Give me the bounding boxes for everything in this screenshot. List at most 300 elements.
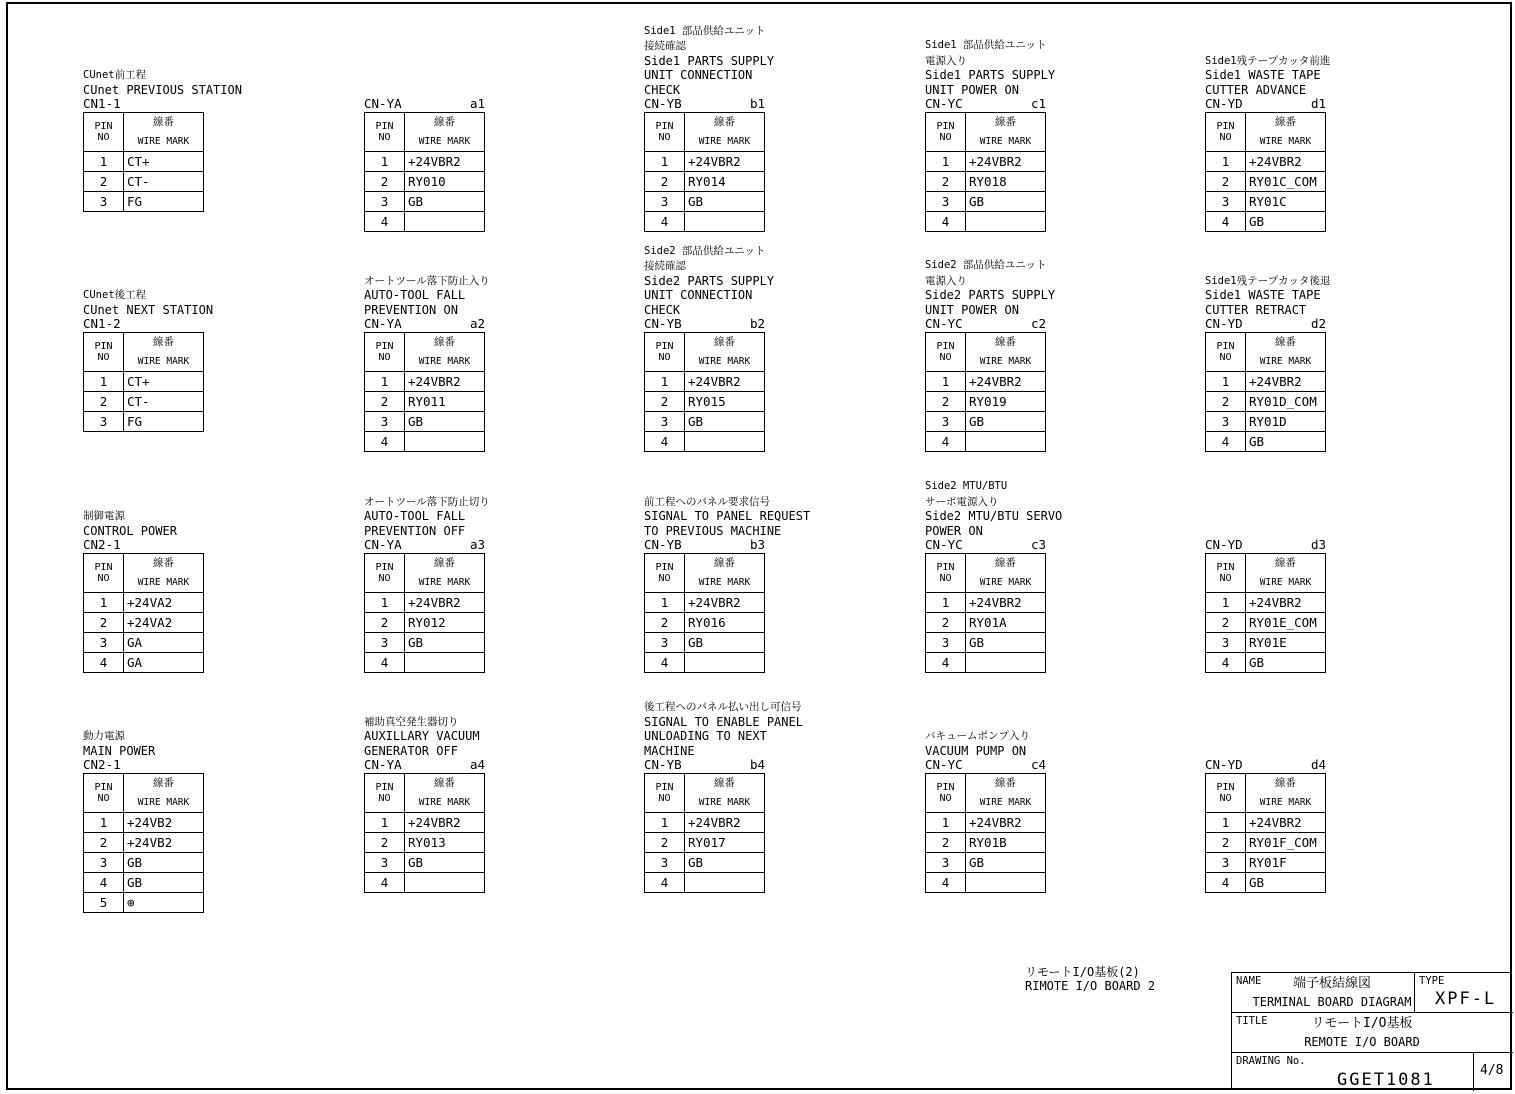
pin-header-2: NO [1219, 352, 1232, 363]
wire-header-jp: 線番 [714, 557, 735, 569]
wire-mark [685, 212, 765, 232]
caption-en: SIGNAL TO ENABLE PANEL UNLOADING TO NEXT MACHINE [644, 714, 803, 758]
pin-number: 3 [645, 192, 685, 212]
pin-row [365, 152, 485, 172]
pin-row [645, 593, 765, 613]
wire-mark: +24VBR2 [1246, 593, 1326, 613]
connector-block [364, 495, 604, 673]
connector-block [364, 274, 604, 452]
pin-header [365, 774, 405, 813]
connector-tag: a4 [469, 757, 485, 772]
wire-header [1246, 113, 1326, 152]
pin-header-2: NO [1219, 132, 1232, 143]
connector-label [644, 758, 765, 772]
wire-header [1246, 333, 1326, 372]
pin-number: 1 [1206, 372, 1246, 392]
wire-header-en: WIRE MARK [979, 577, 1032, 588]
caption-en: Side1 WASTE TAPE CUTTER ADVANCE [1205, 68, 1321, 97]
wire-mark [966, 873, 1046, 893]
caption-jp: 前工程へのパネル要求信号 [644, 495, 770, 508]
pin-header [84, 554, 124, 593]
pin-table [644, 553, 765, 673]
connector-block [925, 480, 1165, 673]
pin-header-2: NO [97, 793, 110, 804]
pin-table [1205, 773, 1326, 893]
pin-header [645, 774, 685, 813]
pin-number: 2 [645, 833, 685, 853]
pin-row [365, 853, 485, 873]
connector-id: CN-YD [1205, 757, 1243, 772]
wire-mark: RY01D [1246, 412, 1326, 432]
pin-row [84, 613, 204, 633]
pin-number: 1 [645, 593, 685, 613]
pin-table [364, 112, 485, 232]
wire-header-jp: 線番 [714, 777, 735, 789]
wire-mark: +24VB2 [124, 813, 204, 833]
pin-header [1206, 333, 1246, 372]
wire-mark: RY01D_COM [1246, 392, 1326, 412]
wire-mark: CT- [124, 172, 204, 192]
connector-id: CN-YC [925, 96, 963, 111]
pin-row [365, 172, 485, 192]
pin-table-header [645, 554, 765, 593]
connector-block [83, 510, 323, 673]
caption-en: Side2 MTU/BTU SERVO POWER ON [925, 509, 1063, 538]
wire-mark: +24VBR2 [685, 372, 765, 392]
pin-header [365, 333, 405, 372]
caption-en: Side2 PARTS SUPPLY UNIT POWER ON [925, 288, 1056, 317]
wire-mark: GB [685, 633, 765, 653]
connector-tag: b3 [749, 537, 765, 552]
pin-row [926, 593, 1046, 613]
caption-jp: Side2 部品供給ユニット 電源入り [925, 259, 1047, 287]
pin-row [1206, 192, 1326, 212]
pin-header [645, 333, 685, 372]
wire-mark: GA [124, 653, 204, 673]
wire-header-jp: 線番 [995, 116, 1016, 128]
caption-en: VACUUM PUMP ON [925, 743, 1027, 758]
wire-mark: ⊕ [124, 893, 204, 913]
pin-table [925, 332, 1046, 452]
pin-row [1206, 853, 1326, 873]
wire-header-en: WIRE MARK [137, 136, 190, 147]
connector-id: CN-YB [644, 316, 682, 331]
pin-header-2: NO [939, 352, 952, 363]
pin-header [1206, 774, 1246, 813]
pin-table-header [84, 554, 204, 593]
pin-number: 1 [365, 813, 405, 833]
wire-mark: RY014 [685, 172, 765, 192]
pin-row [1206, 172, 1326, 192]
wire-header-jp: 線番 [153, 336, 174, 348]
pin-number: 4 [926, 432, 966, 452]
pin-row [84, 152, 204, 172]
pin-header-1: PIN [375, 341, 394, 352]
wire-header-en: WIRE MARK [698, 136, 751, 147]
block-caption [1205, 273, 1445, 318]
wire-header-jp: 線番 [714, 336, 735, 348]
pin-number: 1 [365, 372, 405, 392]
pin-header-2: NO [658, 573, 671, 584]
pin-row [365, 212, 485, 232]
pin-number: 4 [365, 653, 405, 673]
pin-table [83, 332, 204, 432]
connector-label [644, 538, 765, 552]
wire-header-en: WIRE MARK [698, 797, 751, 808]
pin-table-header [1206, 774, 1326, 813]
pin-number: 1 [645, 372, 685, 392]
pin-table [1205, 553, 1326, 673]
connector-id: CN-YD [1205, 316, 1243, 331]
pin-header-1: PIN [1216, 341, 1235, 352]
pin-number: 2 [926, 833, 966, 853]
wire-mark: GB [1246, 873, 1326, 893]
connector-label [1205, 538, 1326, 552]
wire-mark [966, 653, 1046, 673]
pin-header [645, 554, 685, 593]
pin-row [926, 873, 1046, 893]
wire-mark: GB [966, 412, 1046, 432]
wire-mark [405, 432, 485, 452]
wire-mark [405, 653, 485, 673]
connector-tag: b1 [749, 96, 765, 111]
wire-mark: RY016 [685, 613, 765, 633]
pin-header-1: PIN [94, 121, 113, 132]
pin-number: 2 [365, 392, 405, 412]
pin-number: 4 [926, 873, 966, 893]
pin-number: 3 [1206, 412, 1246, 432]
pin-number: 5 [84, 893, 124, 913]
pin-header-1: PIN [936, 782, 955, 793]
pin-row [645, 853, 765, 873]
connector-id: CN1-2 [83, 316, 121, 331]
wire-header [1246, 774, 1326, 813]
wire-header [124, 113, 204, 152]
wire-header-jp: 線番 [1275, 116, 1296, 128]
name-cell [1232, 973, 1415, 1013]
pin-row [1206, 432, 1326, 452]
block-caption [1205, 53, 1445, 98]
connector-block [1205, 538, 1445, 673]
pin-header-1: PIN [94, 782, 113, 793]
drawing-cell [1232, 1053, 1473, 1091]
connector-block [1205, 54, 1445, 232]
title-block [1231, 972, 1512, 1090]
pin-row [1206, 412, 1326, 432]
pin-row [926, 833, 1046, 853]
pin-header-2: NO [97, 573, 110, 584]
pin-number: 2 [1206, 613, 1246, 633]
title-label: TITLE [1236, 1015, 1268, 1027]
type-label: TYPE [1419, 975, 1445, 987]
pin-table [1205, 112, 1326, 232]
block-caption [925, 478, 1165, 538]
pin-number: 3 [84, 633, 124, 653]
block-caption [925, 37, 1165, 97]
pin-number: 3 [926, 412, 966, 432]
type-cell [1415, 973, 1513, 1013]
caption-jp: Side2 MTU/BTU サーボ電源入り [925, 480, 1008, 508]
connector-tag: d3 [1310, 537, 1326, 552]
caption-jp: Side1 部品供給ユニット 電源入り [925, 39, 1047, 67]
pin-table-header [84, 113, 204, 152]
pin-number: 2 [1206, 172, 1246, 192]
caption-jp: オートツール落下防止入り [364, 274, 490, 287]
pin-row [84, 593, 204, 613]
pin-header [84, 774, 124, 813]
pin-header-2: NO [97, 132, 110, 143]
connector-block [364, 715, 604, 893]
pin-header-1: PIN [655, 782, 674, 793]
wire-mark: RY010 [405, 172, 485, 192]
pin-row [645, 372, 765, 392]
name-en: TERMINAL BOARD DIAGRAM [1252, 995, 1412, 1009]
pin-table-header [84, 774, 204, 813]
pin-row [645, 192, 765, 212]
pin-header [1206, 113, 1246, 152]
pin-header-1: PIN [655, 121, 674, 132]
wire-mark [966, 432, 1046, 452]
pin-header-2: NO [1219, 573, 1232, 584]
pin-header [926, 113, 966, 152]
connector-block [83, 69, 323, 212]
caption-en: SIGNAL TO PANEL REQUEST TO PREVIOUS MACHINE [644, 509, 811, 538]
connector-block [364, 97, 604, 232]
pin-number: 4 [1206, 212, 1246, 232]
pin-row [926, 192, 1046, 212]
pin-number: 3 [926, 853, 966, 873]
block-caption [925, 257, 1165, 317]
pin-header-2: NO [658, 132, 671, 143]
wire-header-jp: 線番 [434, 336, 455, 348]
pin-row [84, 813, 204, 833]
connector-label [83, 317, 204, 331]
wire-mark: GA [124, 633, 204, 653]
wire-mark: +24VBR2 [966, 152, 1046, 172]
pin-table [364, 553, 485, 673]
pin-table-header [365, 113, 485, 152]
pin-row [1206, 392, 1326, 412]
pin-table-header [365, 333, 485, 372]
pin-row [84, 392, 204, 412]
pin-row [926, 653, 1046, 673]
connector-id: CN-YD [1205, 537, 1243, 552]
pin-number: 4 [645, 873, 685, 893]
pin-row [926, 813, 1046, 833]
connector-block [1205, 758, 1445, 893]
pin-row [84, 412, 204, 432]
pin-number: 4 [365, 873, 405, 893]
pin-row [645, 633, 765, 653]
wire-mark: CT- [124, 392, 204, 412]
pin-row [926, 633, 1046, 653]
wire-header-jp: 線番 [1275, 336, 1296, 348]
wire-mark: RY012 [405, 613, 485, 633]
connector-block [925, 259, 1165, 452]
wire-mark: +24VBR2 [405, 152, 485, 172]
connector-id: CN-YA [364, 757, 402, 772]
pin-header-2: NO [658, 793, 671, 804]
wire-header-jp: 線番 [434, 777, 455, 789]
pin-row [84, 653, 204, 673]
wire-mark: +24VBR2 [1246, 372, 1326, 392]
connector-block [83, 289, 323, 432]
pin-number: 2 [84, 172, 124, 192]
pin-row [1206, 653, 1326, 673]
wire-mark: FG [124, 192, 204, 212]
connector-id: CN1-1 [83, 96, 121, 111]
pin-number: 3 [365, 192, 405, 212]
pin-table-header [84, 333, 204, 372]
connector-tag: d1 [1310, 96, 1326, 111]
wire-header [405, 774, 485, 813]
pin-row [1206, 633, 1326, 653]
pin-number: 2 [1206, 833, 1246, 853]
connector-id: CN-YA [364, 316, 402, 331]
pin-header [645, 113, 685, 152]
pin-row [926, 152, 1046, 172]
pin-number: 1 [926, 813, 966, 833]
connector-tag: d2 [1310, 316, 1326, 331]
caption-jp: 補助真空発生器切り [364, 715, 459, 728]
connector-block [925, 730, 1165, 893]
pin-table [644, 332, 765, 452]
wire-mark: GB [405, 853, 485, 873]
pin-table-header [926, 774, 1046, 813]
pin-number: 2 [645, 172, 685, 192]
pin-number: 3 [84, 412, 124, 432]
pin-number: 4 [365, 212, 405, 232]
caption-jp: Side2 部品供給ユニット 接続確認 [644, 244, 766, 272]
wire-mark: GB [405, 412, 485, 432]
pin-row [926, 372, 1046, 392]
block-caption [83, 508, 323, 538]
wire-mark: +24VBR2 [685, 813, 765, 833]
wire-header-en: WIRE MARK [418, 136, 471, 147]
wire-mark: RY019 [966, 392, 1046, 412]
block-caption [364, 273, 604, 318]
pin-row [1206, 613, 1326, 633]
pin-row [926, 212, 1046, 232]
connector-label [83, 538, 204, 552]
pin-row [365, 813, 485, 833]
wire-mark: RY01A [966, 613, 1046, 633]
caption-en: MAIN POWER [83, 743, 156, 758]
wire-header-en: WIRE MARK [698, 356, 751, 367]
connector-label [925, 317, 1046, 331]
connector-id: CN2-1 [83, 537, 121, 552]
wire-header-en: WIRE MARK [418, 797, 471, 808]
pin-row [1206, 152, 1326, 172]
board-caption [1025, 965, 1155, 993]
pin-row [645, 873, 765, 893]
pin-row [1206, 372, 1326, 392]
connector-block [925, 39, 1165, 232]
wire-mark: +24VB2 [124, 833, 204, 853]
wire-mark: GB [685, 412, 765, 432]
wire-mark [685, 432, 765, 452]
pin-header [365, 554, 405, 593]
connector-tag: b2 [749, 316, 765, 331]
pin-number: 1 [645, 152, 685, 172]
pin-header-2: NO [378, 573, 391, 584]
pin-number: 4 [645, 653, 685, 673]
caption-jp: 動力電源 [83, 730, 125, 742]
wire-mark: +24VBR2 [405, 372, 485, 392]
pin-number: 3 [645, 633, 685, 653]
pin-header-2: NO [378, 132, 391, 143]
pin-number: 3 [645, 853, 685, 873]
pin-number: 1 [1206, 813, 1246, 833]
pin-number: 2 [365, 172, 405, 192]
wire-mark: +24VBR2 [405, 593, 485, 613]
wire-mark [966, 212, 1046, 232]
wire-header-jp: 線番 [995, 557, 1016, 569]
wire-mark: GB [405, 633, 485, 653]
caption-en: Side1 PARTS SUPPLY UNIT POWER ON [925, 68, 1056, 97]
connector-label [925, 538, 1046, 552]
caption-jp: オートツール落下防止切り [364, 495, 490, 508]
pin-row [645, 613, 765, 633]
pin-row [84, 633, 204, 653]
sheet-divider [1473, 1053, 1474, 1091]
pin-number: 4 [1206, 873, 1246, 893]
pin-row [645, 813, 765, 833]
block-caption [925, 728, 1165, 758]
pin-table [644, 773, 765, 893]
connector-tag: a2 [469, 316, 485, 331]
connector-label [925, 758, 1046, 772]
title-jp: リモートI/O基板 [1311, 1016, 1413, 1031]
wire-header [405, 113, 485, 152]
wire-mark [405, 212, 485, 232]
pin-row [365, 833, 485, 853]
caption-jp: バキュームポンプ入り [925, 730, 1030, 742]
wire-mark: +24VBR2 [1246, 813, 1326, 833]
caption-en: CUnet NEXT STATION [83, 302, 214, 317]
pin-number: 4 [926, 212, 966, 232]
block-caption [644, 23, 884, 98]
connector-block [83, 730, 323, 913]
wire-mark: RY01F [1246, 853, 1326, 873]
wire-header-en: WIRE MARK [979, 136, 1032, 147]
wire-mark: GB [405, 192, 485, 212]
wire-header-en: WIRE MARK [979, 356, 1032, 367]
wire-header-jp: 線番 [1275, 557, 1296, 569]
connector-label [925, 97, 1046, 111]
pin-number: 4 [926, 653, 966, 673]
connector-label [83, 97, 204, 111]
pin-row [645, 152, 765, 172]
block-caption [83, 287, 323, 317]
connector-block [644, 244, 884, 452]
pin-number: 3 [365, 853, 405, 873]
pin-row [365, 392, 485, 412]
pin-header-2: NO [378, 793, 391, 804]
pin-number: 2 [645, 613, 685, 633]
pin-number: 4 [84, 653, 124, 673]
pin-number: 4 [645, 432, 685, 452]
pin-row [645, 392, 765, 412]
pin-row [84, 833, 204, 853]
connector-id: CN-YB [644, 96, 682, 111]
pin-row [926, 853, 1046, 873]
wire-header-jp: 線番 [714, 116, 735, 128]
connector-label [1205, 317, 1326, 331]
caption-jp: CUnet後工程 [83, 289, 147, 301]
pin-row [926, 432, 1046, 452]
block-caption [644, 494, 884, 539]
